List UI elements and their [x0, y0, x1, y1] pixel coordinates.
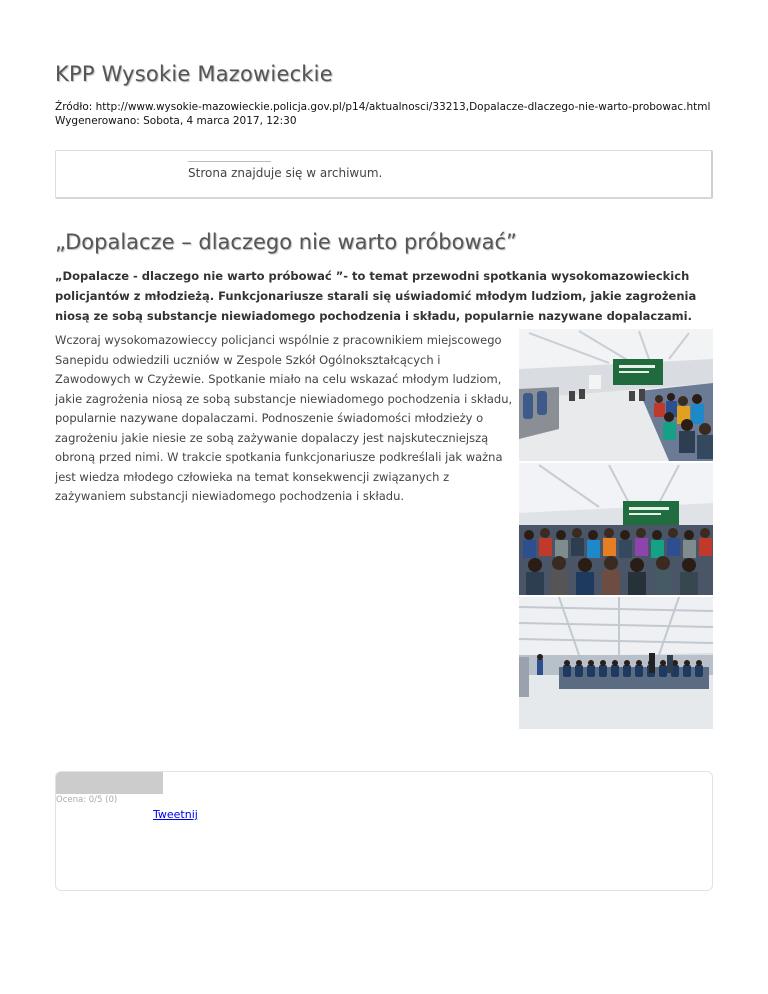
tweet-link[interactable]: Tweetnij: [153, 808, 198, 821]
rating-label: Ocena: 0/5 (0): [56, 795, 118, 805]
article-title: „Dopalacze – dlaczego nie warto próbować”: [55, 230, 517, 254]
meta-info: [55, 100, 710, 128]
article-photo-3[interactable]: [519, 597, 713, 729]
article-photo-1[interactable]: [519, 329, 713, 461]
article-body: Wczoraj wysokomazowieccy policjanci wspólnie z pracownikiem miejscowego Sanepidu odwiedzili uczniów w Zespole Szkół Ogólnokształcących i Zawodowych w Czyżewie. Spotkanie miało na celu wskazać młodym ludziom, jakie zagrożenia niosą ze sobą substancje niewiadomego pochodzenia i składu, popularnie nazywane dopalaczami. Podnoszenie świadomości młodzieży o zagrożeniu jakie niesie ze sobą zażywanie dopalaczy jest najskuteczniejszą obroną przed nimi. W trakcie spotkania funkcjonariusze podkreślali jak ważna jest wiedza młodego człowieka na temat konsekwencji związanych z zażywaniem substancji niewiadomego pochodzenia i składu.: [55, 333, 513, 503]
site-title: KPP Wysokie Mazowieckie: [55, 62, 333, 86]
archive-notice-box: [55, 150, 713, 199]
source-url: Źródło: http://www.wysokie-mazowieckie.policja.gov.pl/p14/aktualnosci/33213,Dopalacze-dlaczego-nie-warto-probowac.html: [55, 101, 711, 113]
article-lead: „Dopalacze - dlaczego nie warto próbować ”- to temat przewodni spotkania wysokomazowieckich policjantów z młodzieżą. Funkcjonariusze starali się uświadomić młodym ludziom, jakie zagrożenia niosą ze sobą substancje niewiadomego pochodzenia i składu, popularnie nazywane dopalaczami.: [55, 269, 697, 323]
archive-notice: Strona znajduje się w archiwum.: [188, 166, 383, 180]
rating-stars-bar[interactable]: [56, 772, 163, 794]
generated-date: Wygenerowano: Sobota, 4 marca 2017, 12:30: [55, 115, 297, 127]
archive-divider: [188, 161, 271, 162]
rating-panel: [55, 771, 713, 891]
article-photo-2[interactable]: [519, 463, 713, 595]
